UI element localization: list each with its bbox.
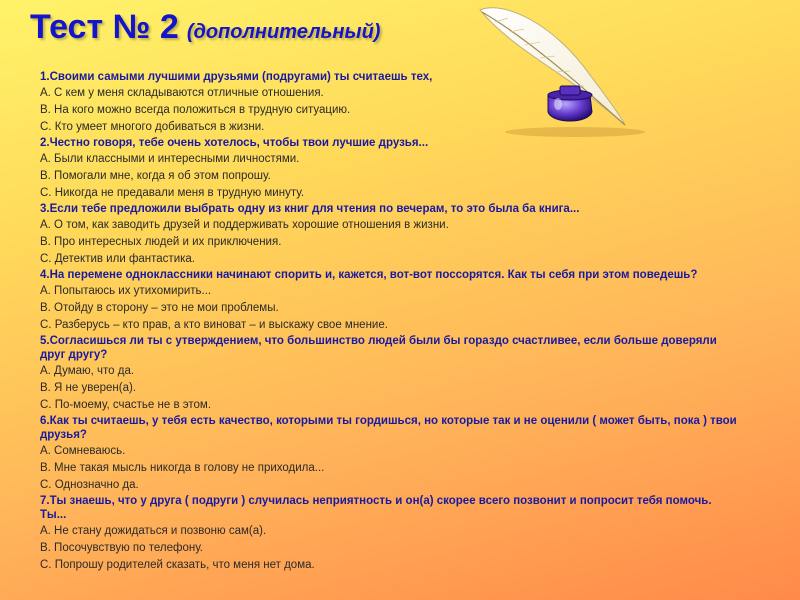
answer-option: A. Были классными и интересными личностями. <box>40 153 300 165</box>
answer-option: C. Попрошу родителей сказать, что меня нет дома. <box>40 559 315 571</box>
answer-option: A. Думаю, что да. <box>40 365 135 377</box>
title-text: Тест № 2 <box>30 8 179 46</box>
answer-option: A. С кем у меня складываются отличные отношения. <box>40 87 324 99</box>
answer-option: A. О том, как заводить друзей и поддерживать хорошие отношения в жизни. <box>40 219 449 231</box>
test-content <box>40 69 740 573</box>
question-text: 7.Ты знаешь, что у друга ( подруги ) случилась неприятность и он(а) скорее всего позвонит и попросит тебя помочь. Ты... <box>40 495 712 521</box>
answer-option: C. Разберусь – кто прав, а кто виноват – и выскажу свое мнение. <box>40 319 388 331</box>
question-text: 1.Своими самыми лучшими друзьями (подругами) ты считаешь тех, <box>40 71 433 83</box>
answer-option: C. Детектив или фантастика. <box>40 253 195 265</box>
answer-option: C. Никогда не предавали меня в трудную минуту. <box>40 187 305 199</box>
answer-option: A. Сомневаюсь. <box>40 445 126 457</box>
question-text: 5.Согласишься ли ты с утверждением, что большинство людей были бы гораздо счастливее, если больше доверяли друг другу? <box>40 335 717 361</box>
page-title <box>30 8 380 47</box>
answer-option: B. Мне такая мысль никогда в голову не приходила... <box>40 462 325 474</box>
answer-option: B. Посочувствую по телефону. <box>40 542 203 554</box>
page-subtitle: (дополнительный) <box>186 21 381 43</box>
answer-option: C. Однозначно да. <box>40 479 139 491</box>
answer-option: C. Кто умеет многого добиваться в жизни. <box>40 121 265 133</box>
answer-option: A. Не стану дожидаться и позвоню сам(а). <box>40 525 267 537</box>
answer-option: B. Про интересных людей и их приключения. <box>40 236 282 248</box>
question-text: 2.Честно говоря, тебе очень хотелось, чтобы твои лучшие друзья... <box>40 137 429 149</box>
answer-option: B. Помогали мне, когда я об этом попрошу. <box>40 170 271 182</box>
question-text: 4.На перемене одноклассники начинают спорить и, кажется, вот-вот поссорятся. Как ты себя при этом поведешь? <box>40 269 698 281</box>
answer-option: B. Отойду в сторону – это не мои проблемы. <box>40 302 279 314</box>
answer-option: B. На кого можно всегда положиться в трудную ситуацию. <box>40 104 351 116</box>
question-text: 6.Как ты считаешь, у тебя есть качество, которыми ты гордишься, но которые так и не оценили ( может быть, пока ) твои друзья? <box>40 415 737 441</box>
answer-option: C. По-моему, счастье не в этом. <box>40 399 212 411</box>
question-text: 3.Если тебе предложили выбрать одну из книг для чтения по вечерам, то это была ба книга... <box>40 203 580 215</box>
answer-option: B. Я не уверен(а). <box>40 382 137 394</box>
answer-option: A. Попытаюсь их утихомирить... <box>40 285 212 297</box>
